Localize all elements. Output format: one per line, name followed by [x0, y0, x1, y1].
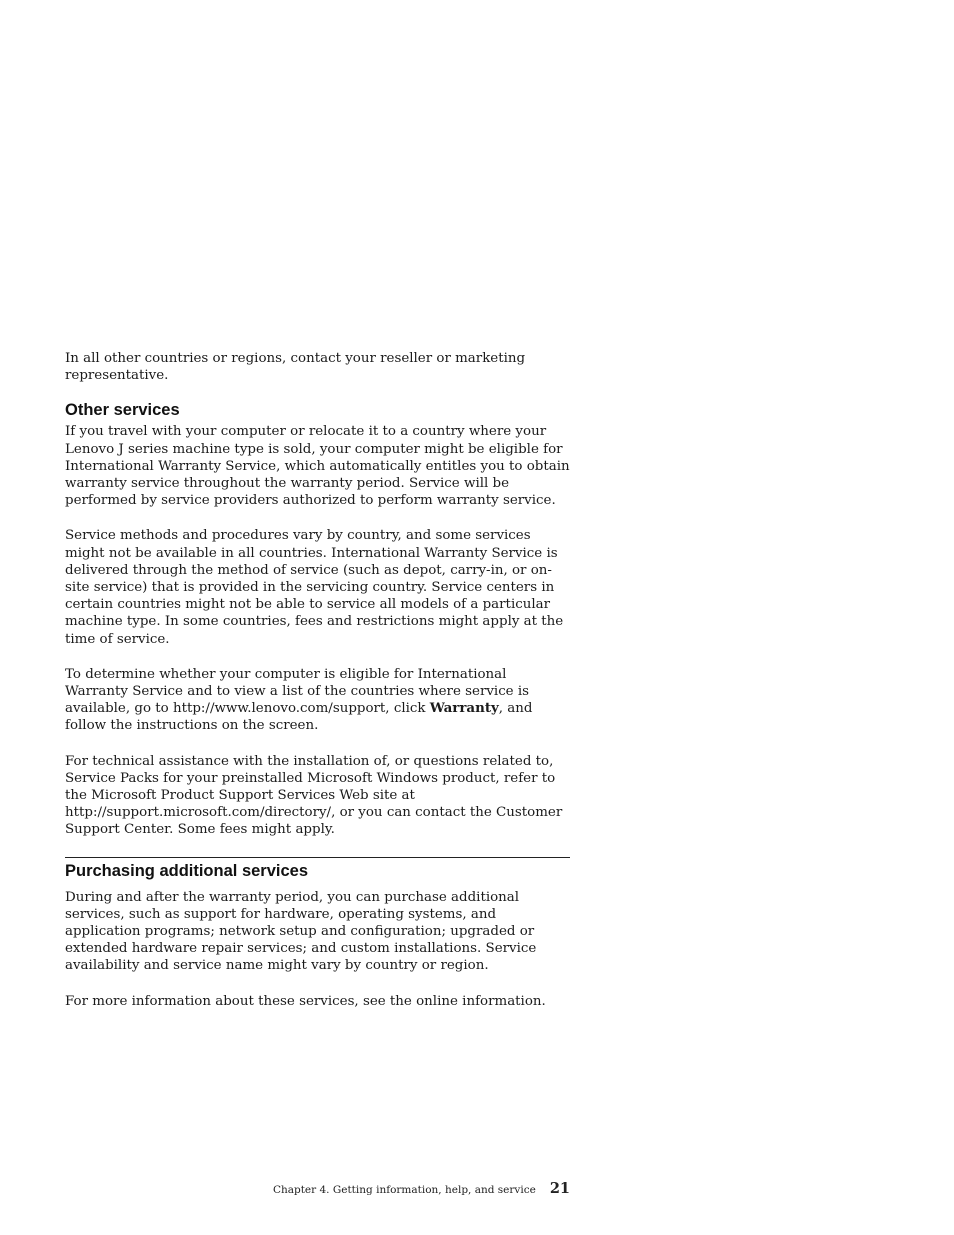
other-services-paragraph-4: For technical assistance with the installation of, or questions related to, Service Packs for your preinstalled Microsoft Windows product, refer to the Microsoft Product Support Services Web site at http://support.microsoft.com/directory/, or you can contact the Customer Support Center. Some fees might apply. [65, 753, 563, 838]
page-content [65, 350, 570, 1028]
purchasing-paragraph-1: During and after the warranty period, you can purchase additional services, such as support for hardware, operating systems, and application programs; network setup and configuration; upgraded or extended hardware repair services; and custom installations. Service availability and service name might vary by country or region. [65, 889, 537, 974]
other-services-paragraph-2: Service methods and procedures vary by country, and some services might not be available in all countries. International Warranty Service is delivered through the method of service (such as depot, carry-in, or on-site service) that is provided in the servicing country. Service centers in certain countries might not be able to service all models of a particular machine type. In some countries, fees and restrictions might apply at the time of service. [65, 528, 564, 647]
other-services-paragraph-3 [65, 666, 570, 735]
footer-chapter-title: Chapter 4. Getting information, help, and service [272, 1184, 536, 1196]
intro-paragraph: In all other countries or regions, contact your reseller or marketing representative. [65, 351, 526, 384]
p3-text-after: , and follow the instructions on the screen. [65, 701, 533, 734]
other-services-paragraph-1: If you travel with your computer or relocate it to a country where your Lenovo J series machine type is sold, your computer might be eligible for International Warranty Service, which automatically entitles you to obtain warranty service throughout the warranty period. Service will be performed by service providers authorized to perform warranty service. [65, 424, 570, 509]
warranty-link-label: Warranty [429, 700, 499, 717]
heading-other-services: Other services [65, 401, 180, 420]
page-footer [65, 1178, 570, 1197]
p3-text-before: To determine whether your computer is eligible for International Warranty Service and to view a list of the countries where service is available, go to http://www.lenovo.com/support, click [65, 666, 530, 717]
heading-purchasing-additional-services: Purchasing additional services [65, 857, 570, 881]
purchasing-paragraph-2: For more information about these services, see the online information. [65, 993, 546, 1009]
page-number: 21 [549, 1180, 570, 1197]
